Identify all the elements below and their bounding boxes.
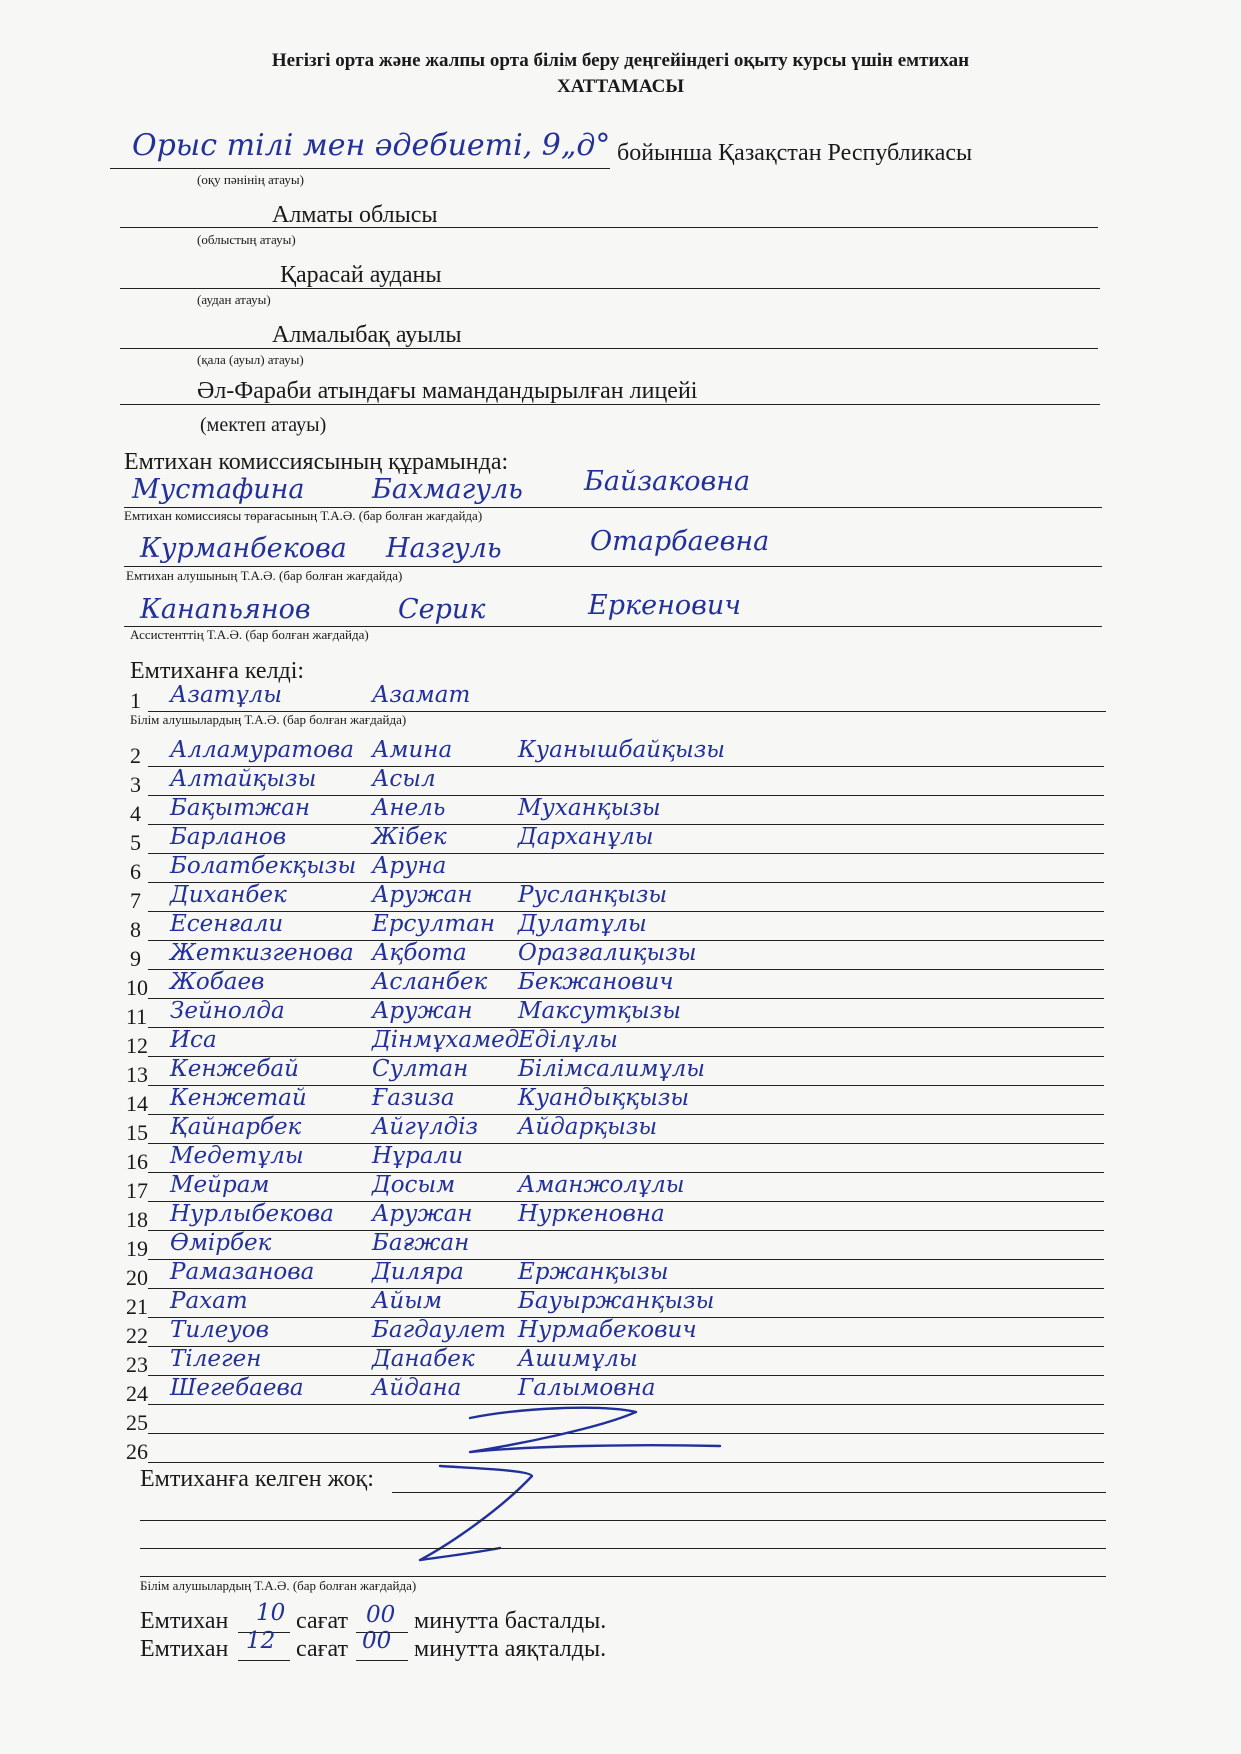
student-number: 10 <box>126 975 148 1000</box>
district-value: Қарасай ауданы <box>280 262 442 288</box>
student-patronymic: Еділұлы <box>518 1027 618 1053</box>
chair-surname: Мустафина <box>132 474 305 505</box>
student-number: 14 <box>126 1091 148 1116</box>
student-surname: Азатұлы <box>170 682 282 708</box>
student-number: 19 <box>126 1236 148 1261</box>
assistant-caption: Ассистенттің Т.А.Ә. (бар болған жағдайда) <box>130 627 369 642</box>
student-name: Диляра <box>372 1259 464 1285</box>
student-number: 25 <box>126 1410 148 1435</box>
student-surname: Қайнарбек <box>170 1114 302 1140</box>
student-patronymic: Аманжолұлы <box>518 1172 685 1198</box>
student-number: 24 <box>126 1381 148 1406</box>
student-patronymic: Куанышбайқызы <box>518 737 725 763</box>
student-number: 4 <box>130 801 141 826</box>
subject-value: Орыс тілі мен әдебиеті, 9„д° <box>132 128 611 163</box>
student-name: Досым <box>372 1172 456 1198</box>
student-name: Айгүлдіз <box>372 1114 479 1140</box>
student-name: Аруна <box>372 853 447 879</box>
student-surname: Кенжебай <box>170 1056 299 1082</box>
student-patronymic: Дулатұлы <box>518 911 647 937</box>
absent-line-1 <box>392 1492 1106 1493</box>
end-minute-line <box>356 1660 408 1661</box>
student-surname: Диханбек <box>170 882 287 908</box>
student-surname: Жобаев <box>170 969 265 995</box>
student-surname: Өмірбек <box>170 1230 272 1256</box>
student-surname: Кенжетай <box>170 1085 307 1111</box>
student-number: 6 <box>130 859 141 884</box>
student-name: Жібек <box>372 824 447 850</box>
subject-caption: (оқу пәнінің атауы) <box>197 172 304 187</box>
region-caption: (облыстың атауы) <box>197 232 296 247</box>
student-name: Айдана <box>372 1375 462 1401</box>
student-surname: Нурлыбекова <box>170 1201 334 1227</box>
end-prefix: Емтихан <box>140 1636 229 1662</box>
student-surname: Мейрам <box>170 1172 270 1198</box>
student-name: Айым <box>372 1288 443 1314</box>
start-suffix: минутта басталды. <box>414 1608 607 1634</box>
student-number: 22 <box>126 1323 148 1348</box>
student-patronymic: Оразғалиқызы <box>518 940 697 966</box>
student-patronymic: Муханқызы <box>518 795 661 821</box>
student-number: 16 <box>126 1149 148 1174</box>
absent-line-4 <box>140 1576 1106 1577</box>
student-number: 7 <box>130 888 141 913</box>
commission-heading: Емтихан комиссиясының құрамында: <box>124 449 509 475</box>
start-prefix: Емтихан <box>140 1608 229 1634</box>
student-number: 12 <box>126 1033 148 1058</box>
student-patronymic: Дарханұлы <box>518 824 654 850</box>
district-caption: (аудан атауы) <box>197 292 271 307</box>
student-name: Аружан <box>372 998 473 1024</box>
student-name: Азамат <box>372 682 471 708</box>
student-name: Султан <box>372 1056 469 1082</box>
school-caption: (мектеп атауы) <box>200 414 327 436</box>
examiner-surname: Курманбекова <box>140 533 347 564</box>
student-patronymic: Максутқызы <box>518 998 681 1024</box>
student-number: 15 <box>126 1120 148 1145</box>
region-value: Алматы облысы <box>272 202 438 228</box>
chair-patronymic: Байзаковна <box>584 466 751 497</box>
student-number: 18 <box>126 1207 148 1232</box>
student-name: Амина <box>372 737 453 763</box>
student-surname: Жеткизгенова <box>170 940 354 966</box>
locality-value: Алмалыбақ ауылы <box>272 322 462 348</box>
student-surname: Бақытжан <box>170 795 311 821</box>
student-patronymic: Айдарқызы <box>518 1114 658 1140</box>
student-name: Багдаулет <box>372 1317 506 1343</box>
student-surname: Тилеуов <box>170 1317 269 1343</box>
student-surname: Тілеген <box>170 1346 262 1372</box>
examiner-patronymic: Отарбаевна <box>590 526 770 557</box>
student-name: Ғазиза <box>372 1085 455 1111</box>
student-name: Ерсултан <box>372 911 496 937</box>
student-name: Анель <box>372 795 446 821</box>
student-name: Нұрали <box>372 1143 464 1169</box>
end-hour-line <box>238 1660 290 1661</box>
student-number: 11 <box>126 1004 148 1029</box>
student-surname: Алламуратова <box>170 737 355 763</box>
assistant-patronymic: Еркенович <box>588 590 742 621</box>
school-value: Әл-Фараби атындағы мамандандырылған лицейі <box>197 378 698 404</box>
student-surname: Рамазанова <box>170 1259 315 1285</box>
student-number: 13 <box>126 1062 148 1087</box>
chair-name: Бахмагуль <box>372 474 523 505</box>
locality-caption: (қала (ауыл) атауы) <box>197 352 304 367</box>
student-number: 26 <box>126 1439 148 1464</box>
attended-caption: Білім алушылардың Т.А.Ә. (бар болған жағдайда) <box>130 712 407 727</box>
student-number: 8 <box>130 917 141 942</box>
absent-heading: Емтиханға келген жоқ: <box>140 1466 374 1492</box>
student-number: 23 <box>126 1352 148 1377</box>
student-surname: Шегебаева <box>170 1375 304 1401</box>
student-patronymic: Бекжанович <box>518 969 674 995</box>
chair-caption: Емтихан комиссиясы төрағасының Т.А.Ә. (бар болған жағдайда) <box>124 508 483 523</box>
student-surname: Зейнолда <box>170 998 285 1024</box>
attended-heading: Емтиханға келді: <box>130 658 305 684</box>
student-patronymic: Ержанқызы <box>518 1259 669 1285</box>
student-number: 1 <box>130 688 141 713</box>
subject-suffix: бойынша Қазақстан Республикасы <box>617 140 973 166</box>
student-number: 21 <box>126 1294 148 1319</box>
student-patronymic: Бауыржанқызы <box>518 1288 715 1314</box>
student-patronymic: Нурмабекович <box>518 1317 697 1343</box>
student-name: Бағжан <box>372 1230 470 1256</box>
student-number: 17 <box>126 1178 148 1203</box>
end-minute: 00 <box>362 1628 392 1654</box>
student-patronymic: Нуркеновна <box>518 1201 665 1227</box>
start-hour: 10 <box>256 1600 286 1626</box>
student-number: 3 <box>130 772 141 797</box>
assistant-name: Серик <box>398 594 486 625</box>
student-number: 2 <box>130 743 141 768</box>
student-surname: Болатбекқызы <box>170 853 357 879</box>
student-name: Асыл <box>372 766 436 792</box>
end-hour: 12 <box>246 1628 276 1654</box>
student-name: Аружан <box>372 882 473 908</box>
start-mid: сағат <box>296 1608 348 1634</box>
document-title-line1: Негізгі орта және жалпы орта білім беру деңгейіндегі оқыту курсы үшін емтихан <box>271 50 970 71</box>
student-patronymic: Білімсалимұлы <box>518 1056 705 1082</box>
student-surname: Медетұлы <box>170 1143 304 1169</box>
assistant-surname: Канапьянов <box>140 594 311 625</box>
student-number: 20 <box>126 1265 148 1290</box>
student-surname: Иса <box>170 1027 217 1053</box>
student-patronymic: Русланқызы <box>518 882 668 908</box>
start-minute: 00 <box>366 1602 396 1628</box>
student-surname: Алтайқызы <box>170 766 317 792</box>
student-surname: Есенғали <box>170 911 284 937</box>
student-patronymic: Галымовна <box>518 1375 656 1401</box>
student-name: Дінмұхамед <box>372 1027 520 1053</box>
student-name: Асланбек <box>372 969 488 995</box>
student-number: 9 <box>130 946 141 971</box>
end-mid: сағат <box>296 1636 348 1662</box>
examiner-caption: Емтихан алушының Т.А.Ә. (бар болған жағдайда) <box>126 568 403 583</box>
student-patronymic: Ашимұлы <box>518 1346 638 1372</box>
student-surname: Барланов <box>170 824 287 850</box>
student-surname: Рахат <box>170 1288 248 1314</box>
examiner-name: Назгуль <box>386 533 502 564</box>
absent-caption: Білім алушылардың Т.А.Ә. (бар болған жағдайда) <box>140 1578 417 1593</box>
student-name: Ақбота <box>372 940 467 966</box>
absent-line-2 <box>140 1520 1106 1521</box>
student-number: 5 <box>130 830 141 855</box>
student-name: Аружан <box>372 1201 473 1227</box>
end-suffix: минутта аяқталды. <box>414 1636 607 1662</box>
document-title-line2: ХАТТАМАСЫ <box>557 76 684 97</box>
absent-line-3 <box>140 1548 1106 1549</box>
student-name: Данабек <box>372 1346 475 1372</box>
student-patronymic: Куандыққызы <box>518 1085 690 1111</box>
